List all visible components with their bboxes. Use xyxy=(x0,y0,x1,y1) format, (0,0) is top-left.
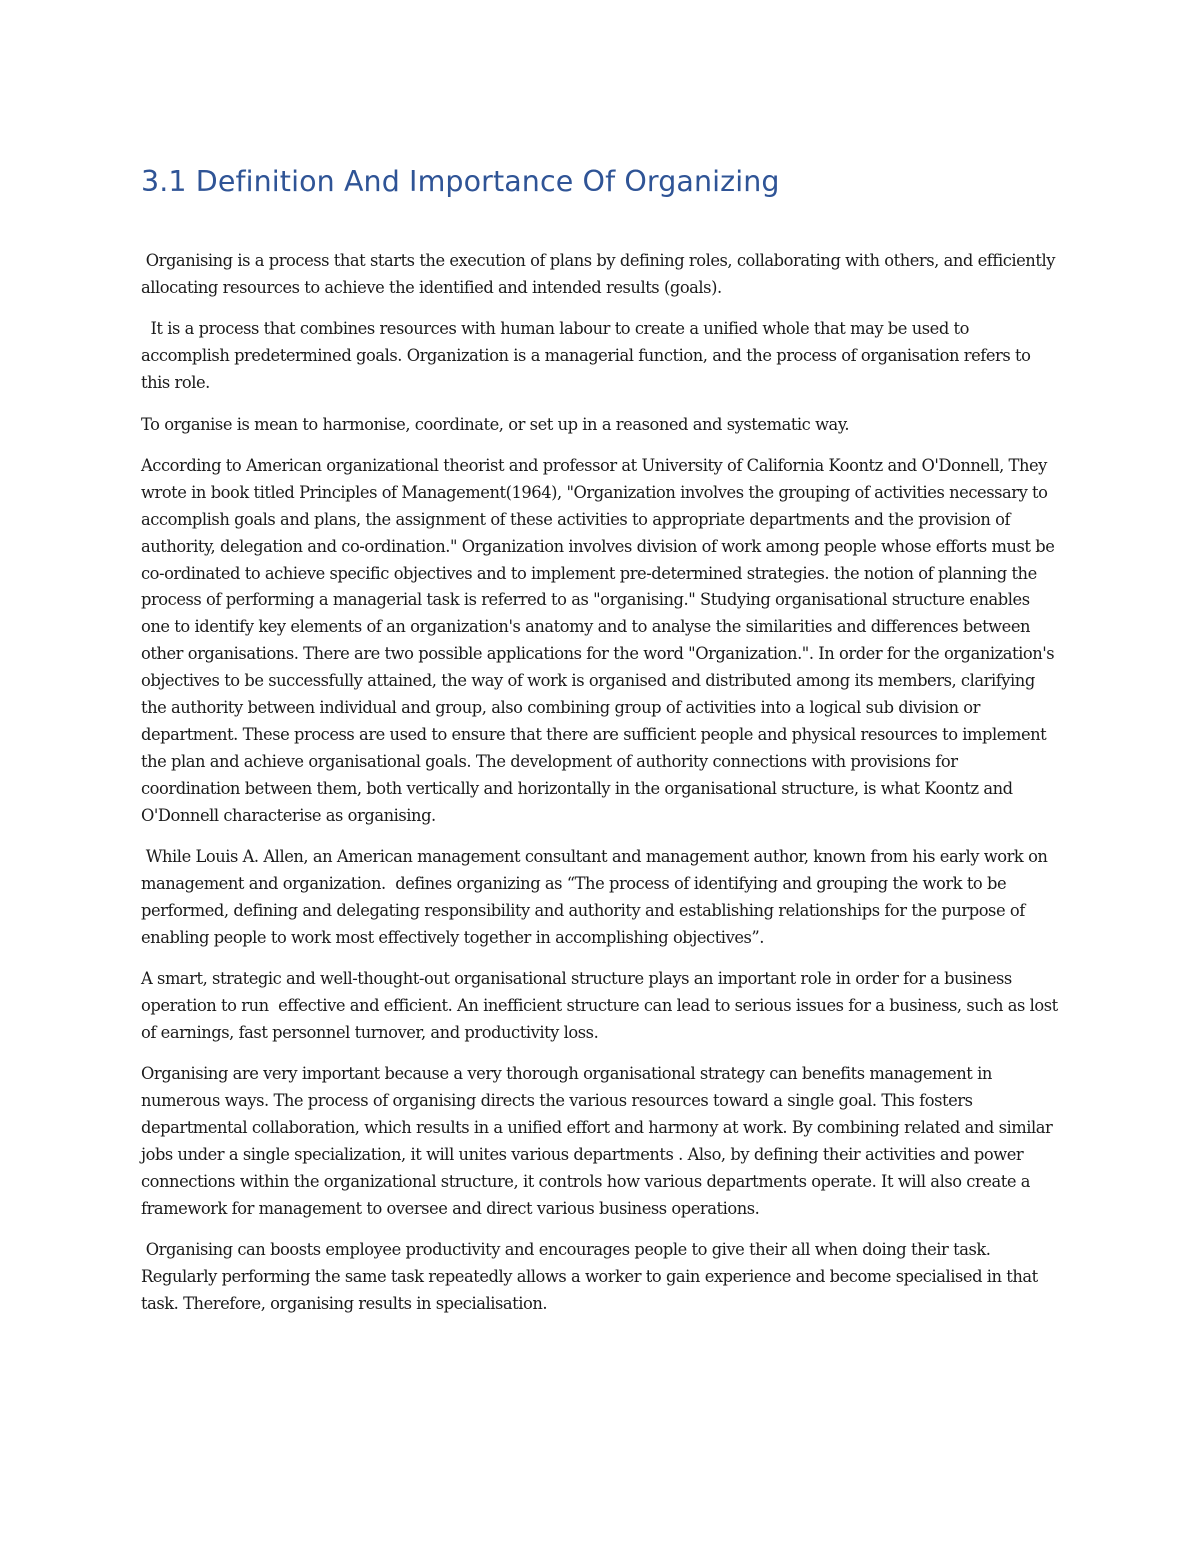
paragraph-productivity: Organising can boosts employee productivity and encourages people to give their all when doing their task. Regularly performing the same task repeatedly allows a worker to gain experience and become specialised in that task. Therefore, organising results in specialisation. xyxy=(141,1240,1043,1314)
paragraph-koontz-odonnell: According to American organizational theorist and professor at University of California Koontz and O'Donnell, They wrote in book titled Principles of Management(1964), "Organization involves the grouping of activities necessary to accomplish goals and plans, the assignment of these activities to appropriate departments and the provision of authority, delegation and co-ordination." Organization involves division of work among people whose efforts must be co-ordinated to achieve specific objectives and to implement pre-determined strategies. the notion of planning the process of performing a managerial task is referred to as "organising." Studying organisational structure enables one to identify key elements of an organization's anatomy and to analyse the similarities and differences between other organisations. There are two possible applications for the word "Organization.". In order for the organization's objectives to be successfully attained, the way of work is organised and distributed among its members, clarifying the authority between individual and group, also combining group of activities into a logical sub division or department. These process are used to ensure that there are sufficient people and physical resources to implement the plan and achieve organisational goals. The development of authority connections with provisions for coordination between them, both vertically and horizontally in the organisational structure, is what Koontz and O'Donnell characterise as organising. xyxy=(141,455,1060,825)
section-heading: 3.1 Definition And Importance Of Organizing xyxy=(141,165,780,198)
paragraph-definition: Organising is a process that starts the execution of plans by defining roles, collaborating with others, and efficiently allocating resources to achieve the identified and intended results (goals). xyxy=(141,251,1060,297)
paragraph-organise-meaning: To organise is mean to harmonise, coordinate, or set up in a reasoned and systematic way. xyxy=(141,414,850,434)
paragraph-louis-allen: While Louis A. Allen, an American management consultant and management author, known from his early work on management and organization. defines organizing as “The process of identifying and grouping the work to be performed, defining and delegating responsibility and authority and establishing relationships for the purpose of enabling people to work most effectively together in accomplishing objectives”. xyxy=(141,847,1053,947)
paragraph-process: It is a process that combines resources with human labour to create a unified whole that may be used to accomplish predetermined goals. Organization is a managerial function, and the process of organisation refers to this role. xyxy=(141,319,1036,393)
document-body xyxy=(141,160,1061,1333)
paragraph-structure: A smart, strategic and well-thought-out organisational structure plays an important role in order for a business operation to run effective and efficient. An inefficient structure can lead to serious issues for a business, such as lost of earnings, fast personnel turnover, and productivity loss. xyxy=(141,969,1063,1043)
paragraph-importance: Organising are very important because a very thorough organisational strategy can benefits management in numerous ways. The process of organising directs the various resources toward a single goal. This fosters departmental collaboration, which results in a unified effort and harmony at work. By combining related and similar jobs under a single specialization, it will unites various departments . Also, by defining their activities and power connections within the organizational structure, it controls how various departments operate. It will also create a framework for management to oversee and direct various business operations. xyxy=(141,1064,1058,1218)
